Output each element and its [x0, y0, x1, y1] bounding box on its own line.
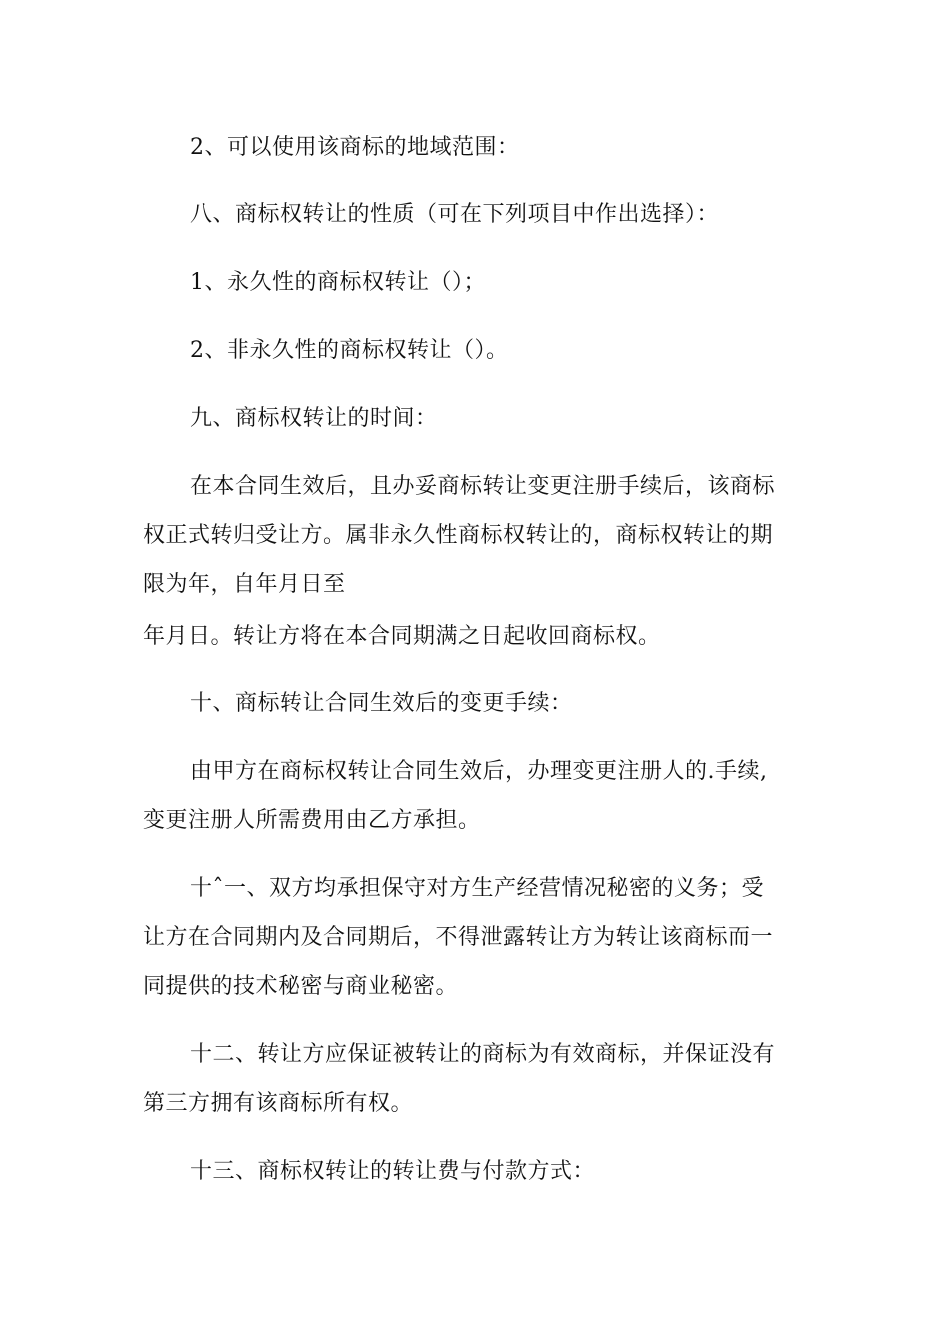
paragraph-line: 限为年，自年月日至 — [143, 572, 346, 597]
text-line: 2、可以使用该商标的地域范围： — [190, 135, 520, 160]
paragraph-line: 权正式转归受让方。属非永久性商标权转让的，商标权转让的期 — [143, 523, 774, 548]
paragraph-line: 第三方拥有该商标所有权。 — [143, 1091, 414, 1116]
paragraph-line: 由甲方在商标权转让合同生效后，办理变更注册人的.手续, — [190, 759, 768, 784]
section-heading: 十三、商标权转让的转让费与付款方式： — [190, 1159, 596, 1184]
paragraph-line: 变更注册人所需费用由乙方承担。 — [143, 808, 481, 833]
paragraph-line: 同提供的技术秘密与商业秘密。 — [143, 974, 459, 999]
text-line: 1、永久性的商标权转让（）； — [190, 270, 486, 295]
section-heading: 八、商标权转让的性质（可在下列项目中作出选择）： — [190, 202, 720, 227]
paragraph-line: 让方在合同期内及合同期后，不得泄露转让方为转让该商标而一 — [143, 925, 774, 950]
paragraph-line: 在本合同生效后，且办妥商标转让变更注册手续后，该商标 — [190, 474, 776, 499]
text-line: 2、非永久性的商标权转让（）。 — [190, 338, 509, 363]
paragraph-line: 年月日。转让方将在本合同期满之日起收回商标权。 — [143, 624, 661, 649]
paragraph-line: 十二、转让方应保证被转让的商标为有效商标，并保证没有 — [190, 1042, 776, 1067]
paragraph-line: 十ˆ一、双方均承担保守对方生产经营情况秘密的义务；受 — [190, 876, 765, 901]
section-heading: 九、商标权转让的时间： — [190, 406, 438, 431]
section-heading: 十、商标转让合同生效后的变更手续： — [190, 691, 573, 716]
